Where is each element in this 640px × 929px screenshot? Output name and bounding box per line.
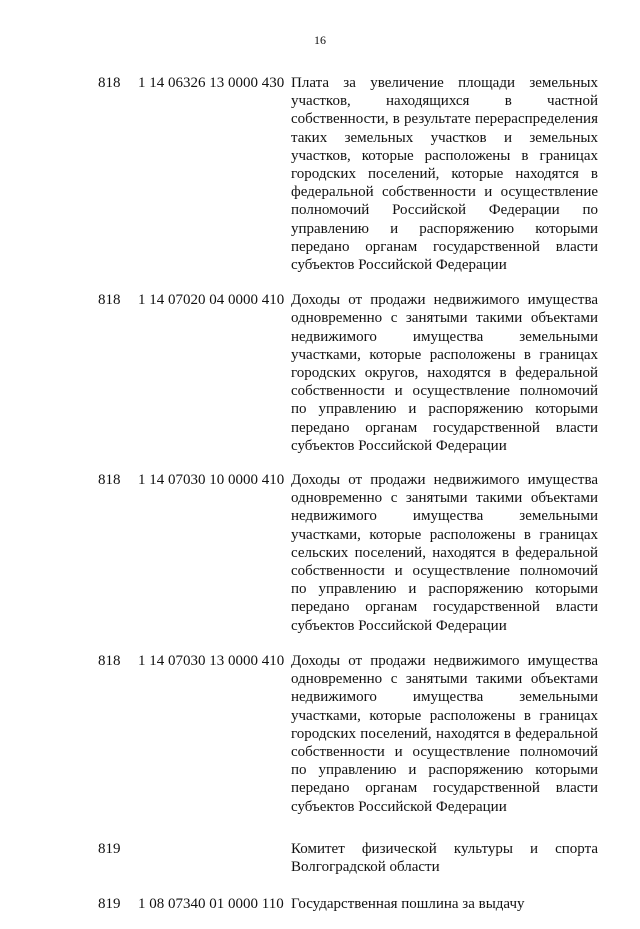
revenue-description: Доходы от продажи недвижимого имущества одновременно с занятыми такими объектами недвижимого имущества земельными участками, которые расположены в границах городских поселений, находятся в федеральной собственности и осуществление полномочий по управлению и распоряжению которыми передано органам государственной власти субъектов Российской Федерации	[291, 652, 598, 815]
kbk-code: 1 14 07020 04 0000 410	[138, 292, 285, 309]
kbk-code: 1 08 07340 01 0000 110	[138, 896, 284, 913]
admin-code: 818	[98, 472, 121, 489]
revenue-codes-table	[0, 74, 640, 929]
table-row	[0, 74, 640, 274]
table-row	[0, 652, 640, 816]
page-number: 16	[314, 33, 326, 47]
admin-code: 818	[98, 292, 121, 309]
admin-code: 819	[98, 840, 121, 857]
admin-code: 818	[98, 652, 121, 669]
admin-code: 818	[98, 75, 121, 91]
revenue-description: Доходы от продажи недвижимого имущества одновременно с занятыми такими объектами недвижимого имущества земельными участками, которые расположены в границах городских округов, находятся в федеральной собственности и осуществление полномочий по управлению и распоряжению которыми передано органам государственной власти субъектов Российской Федерации	[291, 292, 598, 454]
kbk-code: 1 14 07030 13 0000 410	[138, 652, 285, 669]
kbk-code: 1 14 06326 13 0000 430	[138, 75, 285, 91]
table-row	[0, 895, 640, 913]
revenue-description: Доходы от продажи недвижимого имущества одновременно с занятыми такими объектами недвижимого имущества земельными участками, которые расположены в границах сельских поселений, находятся в федеральной собственности и осуществление полномочий по управлению и распоряжению которыми передано органам государственной власти субъектов Российской Федерации	[291, 472, 598, 634]
revenue-description: Государственная пошлина за выдачу	[291, 896, 525, 913]
table-row	[0, 471, 640, 635]
table-row	[0, 840, 640, 876]
committee-name: Комитет физической культуры и спорта Волгоградской области	[291, 840, 598, 875]
admin-code: 819	[98, 896, 121, 913]
revenue-description: Плата за увеличение площади земельных участков, находящихся в частной собственности, в результате перераспределения таких земельных участков и земельных участков, которые расположены в границах городских поселений, которые находятся в федеральной собственности и осуществление полномочий Российской Федерации по управлению и распоряжению которыми передано органам государственной власти субъектов Российской Федерации	[291, 75, 598, 274]
kbk-code: 1 14 07030 10 0000 410	[138, 472, 285, 489]
table-row	[0, 291, 640, 455]
